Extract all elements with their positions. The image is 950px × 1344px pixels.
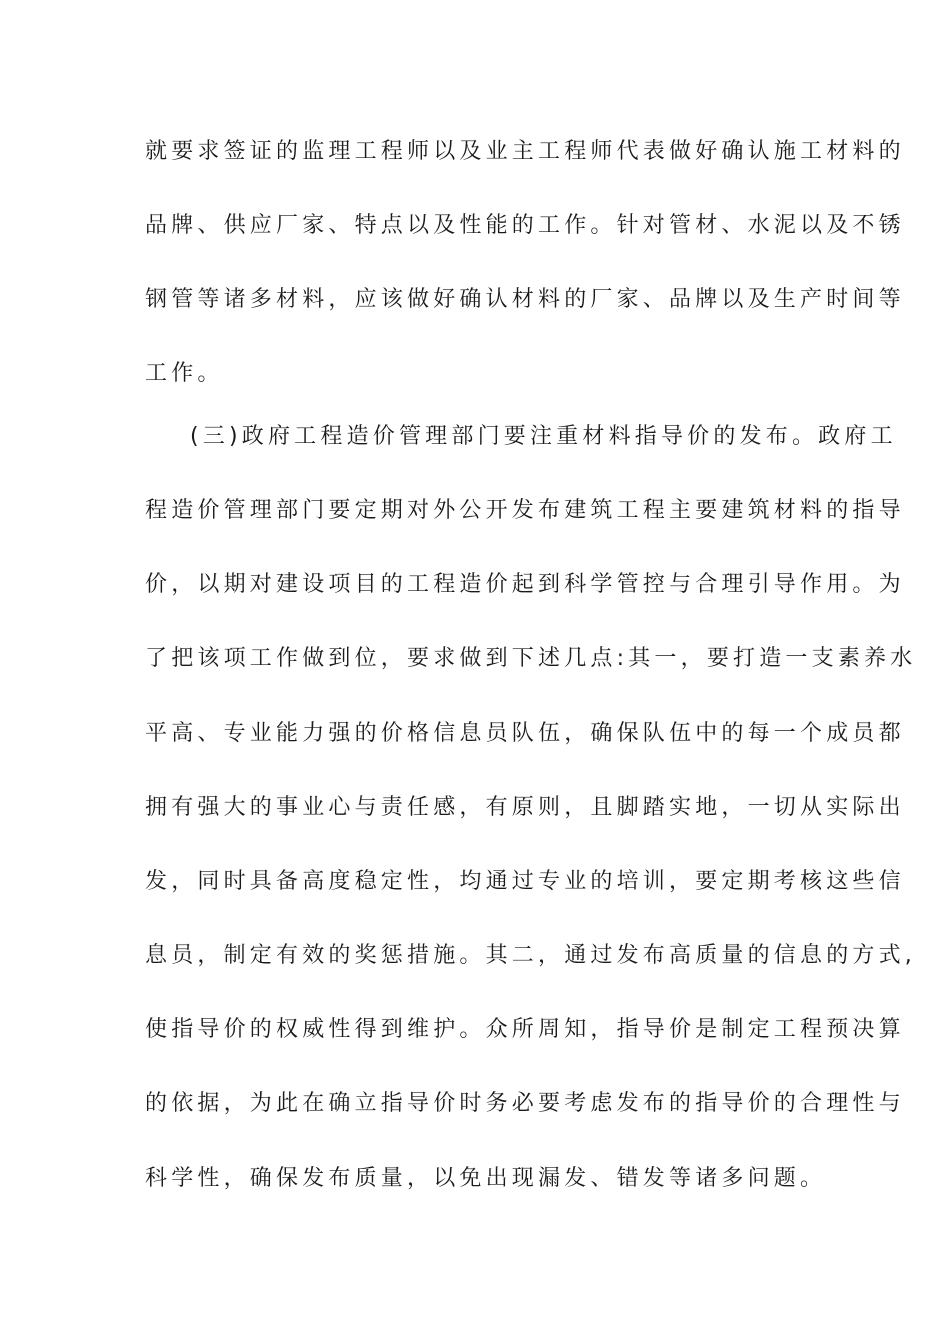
text-line: 钢管等诸多材料，应该做好确认材料的厂家、品牌以及生产时间等	[145, 287, 905, 312]
text-line: 科学性，确保发布质量，以免出现漏发、错发等诸多问题。	[145, 1166, 827, 1191]
text-line: 平高、专业能力强的价格信息员队伍，确保队伍中的每一个成员都	[145, 721, 905, 746]
text-line: 息员，制定有效的奖惩措施。其二，通过发布高质量的信息的方式,	[145, 943, 916, 968]
text-line: 价，以期对建设项目的工程造价起到科学管控与合理引导作用。为	[145, 572, 905, 597]
section-heading-line: (三)政府工程造价管理部门要注重材料指导价的发布。政府工	[190, 424, 897, 449]
text-line: 工作。	[145, 361, 224, 386]
text-line: 拥有强大的事业心与责任感，有原则，且脚踏实地，一切从实际出	[145, 795, 905, 820]
text-line: 发，同时具备高度稳定性，均通过专业的培训，要定期考核这些信	[145, 869, 905, 894]
text-line: 品牌、供应厂家、特点以及性能的工作。针对管材、水泥以及不锈	[145, 213, 905, 238]
text-line: 就要求签证的监理工程师以及业主工程师代表做好确认施工材料的	[145, 139, 905, 164]
text-line: 程造价管理部门要定期对外公开发布建筑工程主要建筑材料的指导	[145, 498, 905, 523]
text-line: 使指导价的权威性得到维护。众所周知，指导价是制定工程预决算	[145, 1017, 905, 1042]
text-line: 的依据，为此在确立指导价时务必要考虑发布的指导价的合理性与	[145, 1091, 905, 1116]
text-line: 了把该项工作做到位，要求做到下述几点:其一，要打造一支素养水	[145, 646, 917, 671]
